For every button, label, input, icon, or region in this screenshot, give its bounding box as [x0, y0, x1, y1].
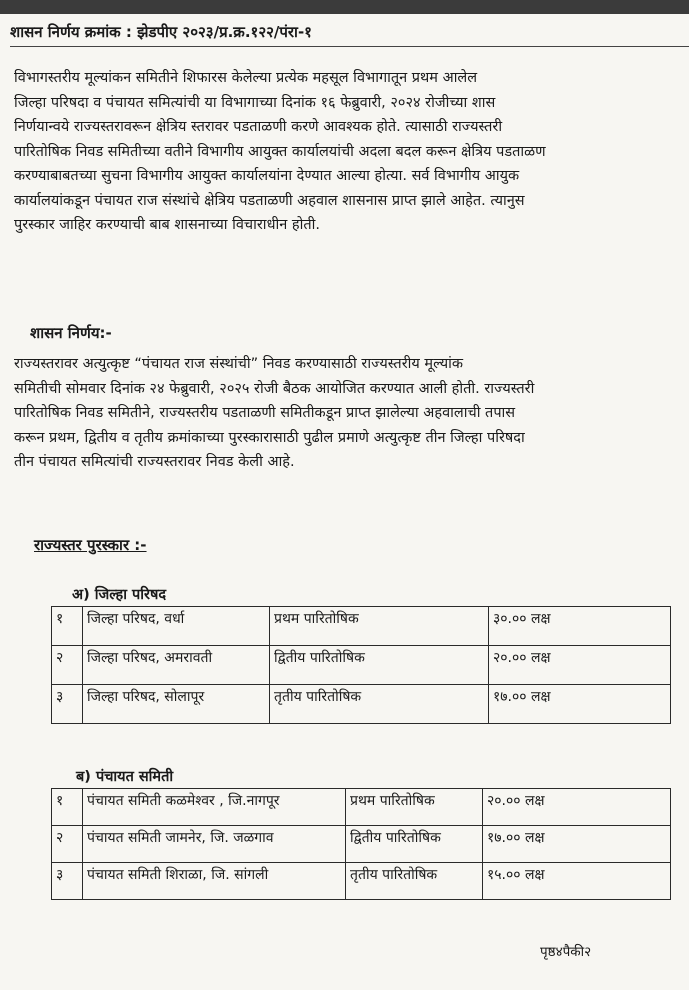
intro-line: जिल्हा परिषदा व पंचायत समित्यांची या विभागाच्या दिनांक १६ फेब्रुवारी, २०२४ रोजीच्या शास [14, 94, 496, 111]
intro-paragraph [14, 66, 689, 238]
ps-subheading: ब) पंचायत समिती [76, 769, 174, 785]
awards-heading: राज्यस्तर पुरस्कार :- [34, 536, 147, 554]
rank-cell: ३ [52, 685, 83, 724]
decision-line: करून प्रथम, द्वितीय व तृतीय क्रमांकाच्या पुरस्कारासाठी पुढील प्रमाणे अत्युत्कृष्ट तीन जिल्हा परिषदा [14, 429, 525, 446]
amount-cell: १७.०० लक्ष [483, 826, 671, 863]
ps-awards-table [51, 788, 671, 900]
decision-paragraph [14, 352, 689, 475]
name-cell: जिल्हा परिषद, सोलापूर [83, 685, 270, 724]
name-cell: जिल्हा परिषद, वर्धा [83, 607, 270, 646]
amount-cell: १५.०० लक्ष [483, 863, 671, 900]
decision-line: समितीची सोमवार दिनांक २४ फेब्रुवारी, २०२५ रोजी बैठक आयोजित करण्यात आली होती. राज्यस्तरी [14, 380, 535, 397]
zp-subheading: अ) जिल्हा परिषद [72, 587, 167, 603]
rank-cell: २ [52, 646, 83, 685]
name-cell: जिल्हा परिषद, अमरावती [83, 646, 270, 685]
name-cell: पंचायत समिती कळमेश्वर , जि.नागपूर [83, 789, 346, 826]
intro-line: पुरस्कार जाहिर करण्याची बाब शासनाच्या विचाराधीन होती. [14, 217, 320, 233]
prize-cell: तृतीय पारितोषिक [270, 685, 489, 724]
table-row [52, 685, 671, 724]
rank-cell: ३ [52, 863, 83, 900]
intro-line: विभागस्तरीय मूल्यांकन समितीने शिफारस केलेल्या प्रत्येक महसूल विभागातून प्रथम आलेल [14, 70, 478, 86]
intro-line: कार्यालयांकडून पंचायत राज संस्थांचे क्षेत्रिय पडताळणी अहवाल शासनास प्राप्त झाले आहेत. त्यानुस [14, 192, 525, 209]
decision-line: तीन पंचायत समित्यांची राज्यस्तरावर निवड केली आहे. [14, 454, 295, 470]
rank-cell: २ [52, 826, 83, 863]
name-cell: पंचायत समिती शिराळा, जि. सांगली [83, 863, 346, 900]
table-row [52, 826, 671, 863]
intro-line: पारितोषिक निवड समितीच्या वतीने विभागीय आयुक्त कार्यालयांची अदला बदल करून क्षेत्रिय पडताळण [14, 143, 546, 160]
table-row [52, 863, 671, 900]
rank-cell: १ [52, 607, 83, 646]
name-cell: पंचायत समिती जामनेर, जि. जळगाव [83, 826, 346, 863]
decision-line: राज्यस्तरावर अत्युत्कृष्ट “पंचायत राज संस्थांची” निवड करण्यासाठी राज्यस्तरीय मूल्यांक [14, 356, 464, 372]
reference-underline [10, 46, 689, 47]
reference-number [10, 22, 312, 42]
prize-cell: प्रथम पारितोषिक [346, 789, 483, 826]
prize-cell: तृतीय पारितोषिक [346, 863, 483, 900]
rank-cell: १ [52, 789, 83, 826]
decision-line: पारितोषिक निवड समितीने, राज्यस्तरीय पडताळणी समितीकडून प्राप्त झालेल्या अहवालाची तपास [14, 405, 516, 421]
intro-line: निर्णयान्वये राज्यस्तरावरून क्षेत्रिय स्तरावर पडताळणी करणे आवश्यक होते. त्यासाठी राज्यस्तरी [14, 119, 503, 135]
prize-cell: द्वितीय पारितोषिक [346, 826, 483, 863]
page-number: पृष्ठ४पैकी२ [540, 944, 592, 960]
top-scan-edge [0, 0, 689, 14]
decision-heading: शासन निर्णय:- [30, 324, 112, 342]
amount-cell: २०.०० लक्ष [489, 646, 671, 685]
amount-cell: ३०.०० लक्ष [489, 607, 671, 646]
reference-value: झेडपीए २०२३/प्र.क्र.१२२/पंरा-१ [137, 23, 312, 41]
table-row [52, 789, 671, 826]
amount-cell: २०.०० लक्ष [483, 789, 671, 826]
prize-cell: द्वितीय पारितोषिक [270, 646, 489, 685]
table-row [52, 646, 671, 685]
zp-awards-table [51, 606, 671, 724]
prize-cell: प्रथम पारितोषिक [270, 607, 489, 646]
table-row [52, 607, 671, 646]
amount-cell: १७.०० लक्ष [489, 685, 671, 724]
intro-line: करण्याबाबतच्या सुचना विभागीय आयुक्त कार्यालयांना देण्यात आल्या होत्या. सर्व विभागीय आयुक [14, 168, 520, 184]
reference-label: शासन निर्णय क्रमांक : [10, 23, 132, 41]
